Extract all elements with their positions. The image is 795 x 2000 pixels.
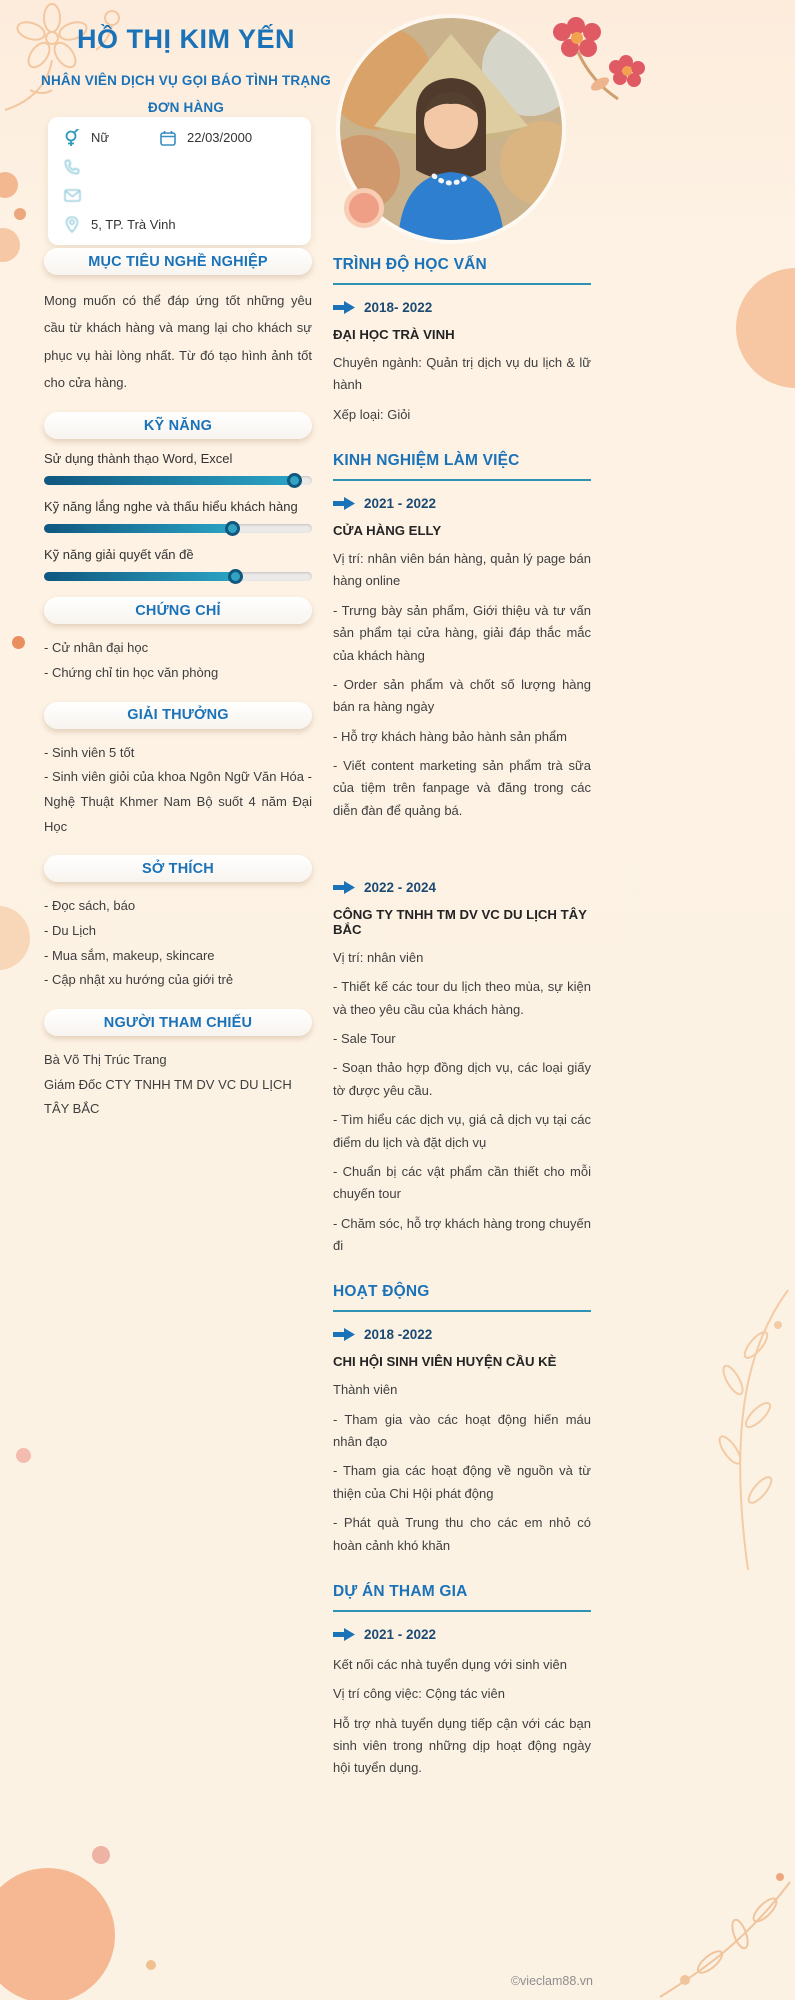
section-certificates-heading: CHỨNG CHỈ <box>44 597 312 624</box>
education-section <box>333 256 591 426</box>
activity-detail: - Phát quà Trung thu cho các em nhỏ có hoàn cảnh khó khăn <box>333 1515 591 1553</box>
objective-text: Mong muốn có thể đáp ứng tốt những yêu cầu từ khách hàng và mang lại cho khách sự phục vụ hài lòng nhất. Từ đó tạo hình ảnh tốt cho cửa hàng. <box>44 293 312 390</box>
section-projects-heading: DỰ ÁN THAM GIA <box>333 1583 591 1612</box>
skill-progress-fill <box>44 524 237 533</box>
job-detail: Vị trí: nhân viên <box>333 950 424 966</box>
gender-icon <box>62 128 82 148</box>
decoration-dot-bottom-left-2 <box>92 1846 110 1864</box>
email-icon <box>62 186 82 206</box>
activity-org: CHI HỘI SINH VIÊN HUYỆN CẦU KÈ <box>333 1354 557 1370</box>
project-period-row <box>333 1627 591 1642</box>
project-detail: Hỗ trợ nhà tuyển dụng tiếp cận với các bạn sinh viên trong những dịp hoạt động ngày hội tuyển dụng. <box>333 1715 591 1776</box>
activity-period: 2018 -2022 <box>364 1327 433 1343</box>
gender-field <box>62 128 158 148</box>
job-detail: - Chuẩn bị các vật phẩm cần thiết cho mỗi chuyến tour <box>333 1163 591 1202</box>
dob-value: 22/03/2000 <box>187 130 253 145</box>
education-period: 2018- 2022 <box>364 300 433 315</box>
job-company: CÔNG TY TNHH TM DV VC DU LỊCH TÂY BẮC <box>333 907 587 938</box>
section-skills-heading: KỸ NĂNG <box>44 412 312 439</box>
skill-item <box>44 499 312 533</box>
skill-progress-fill <box>44 476 299 485</box>
job-title <box>16 67 356 121</box>
job-detail: - Thiết kế các tour du lịch theo mùa, sự kiện và theo yêu cầu của khách hàng. <box>333 979 591 1017</box>
certificate-item: - Cử nhân đại học <box>44 640 149 656</box>
job-title-line2: ĐƠN HÀNG <box>147 100 225 115</box>
candidate-name: HỒ THỊ KIM YẾN <box>76 24 296 54</box>
decoration-dot-pink <box>16 1448 31 1463</box>
decoration-leaves-corner <box>650 1862 795 2000</box>
contact-row-address <box>62 210 297 239</box>
job-title-line1: NHÂN VIÊN DỊCH VỤ GỌI BÁO TÌNH TRẠNG <box>41 73 331 88</box>
decoration-dot-left-3 <box>0 228 20 262</box>
certificate-item: - Chứng chỉ tin học văn phòng <box>44 664 219 680</box>
hobby-item: - Du Lịch <box>44 923 97 938</box>
content <box>44 246 591 1806</box>
experience-job <box>333 496 591 822</box>
job-detail: - Sale Tour <box>333 1031 396 1047</box>
skill-progress-bar <box>44 476 312 485</box>
right-column <box>333 246 591 1806</box>
arrow-icon <box>333 497 355 510</box>
job-period-row <box>333 496 591 511</box>
arrow-icon <box>333 881 355 894</box>
activity-detail: - Tham gia các hoạt động về nguồn và từ thiện của Chi Hội phát động <box>333 1463 591 1501</box>
decoration-blob-right <box>736 268 795 388</box>
job-period: 2021 - 2022 <box>364 496 437 512</box>
education-period-row <box>333 300 591 315</box>
education-detail: Xếp loại: Giỏi <box>333 406 411 422</box>
left-column <box>44 246 312 1806</box>
contact-row-phone <box>62 152 297 181</box>
job-detail: - Trưng bày sản phẩm, Giới thiệu và tư vấn sản phẩm tại cửa hàng, giải đáp thắc mắc của khách hàng <box>333 602 591 663</box>
section-experience-heading: KINH NGHIỆM LÀM VIỆC <box>333 452 591 481</box>
job-detail: Vị trí: nhân viên bán hàng, quản lý page bán hàng online <box>333 551 591 589</box>
section-education-heading: TRÌNH ĐỘ HỌC VẤN <box>333 256 591 285</box>
contact-row-email <box>62 181 297 210</box>
address-value: 5, TP. Trà Vinh <box>91 217 176 232</box>
decoration-dot-left-2 <box>14 208 26 220</box>
job-period: 2022 - 2024 <box>364 880 437 896</box>
arrow-icon <box>333 301 355 314</box>
activity-detail: Thành viên <box>333 1382 398 1398</box>
job-detail: - Chăm sóc, hỗ trợ khách hàng trong chuyến đi <box>333 1215 591 1253</box>
reference-title: Giám Đốc CTY TNHH TM DV VC DU LỊCH TÂY BẮC <box>44 1076 292 1117</box>
award-item: - Sinh viên giỏi của khoa Ngôn Ngữ Văn Hóa - Nghệ Thuật Khmer Nam Bộ suốt 4 năm Đại Học <box>44 769 312 834</box>
skill-progress-knob <box>287 473 302 488</box>
reference-name: Bà Võ Thị Trúc Trang <box>44 1052 167 1068</box>
decoration-flowers-photo <box>548 4 653 119</box>
decoration-dot-bottom-left-3 <box>146 1960 156 1970</box>
decoration-leaves-right <box>628 1285 795 1575</box>
calendar-icon <box>158 128 178 148</box>
activity-period-row <box>333 1327 591 1342</box>
section-activities-heading: HOẠT ĐỘNG <box>333 1283 591 1312</box>
award-item: - Sinh viên 5 tốt <box>44 744 135 760</box>
contact-card <box>48 117 311 245</box>
project-detail: Kết nối các nhà tuyển dụng với sinh viên <box>333 1656 568 1672</box>
decoration-dot-left-1 <box>0 172 18 198</box>
experience-job <box>333 880 591 1257</box>
decoration-dot-mid-left <box>12 636 25 649</box>
arrow-icon <box>333 1628 355 1641</box>
decoration-photo-dot <box>344 188 384 228</box>
dob-field <box>158 128 252 148</box>
job-detail: - Tìm hiểu các dịch vụ, giá cả dịch vụ tại các điểm du lịch và đặt dịch vụ <box>333 1112 591 1150</box>
decoration-blob-bottom-left <box>0 1868 115 2000</box>
project-period: 2021 - 2022 <box>364 1626 437 1642</box>
job-detail: - Viết content marketing sản phẩm trà sữa của tiệm trên fanpage và đăng trong các diễn đàn để quảng bá. <box>333 757 591 818</box>
skill-progress-bar <box>44 524 312 533</box>
education-detail: Chuyên ngành: Quản trị dịch vụ du lịch & lữ hành <box>333 355 591 393</box>
skill-progress-fill <box>44 572 240 581</box>
skill-label: Kỹ năng lắng nghe và thấu hiểu khách hàng <box>44 499 298 515</box>
location-icon <box>62 215 82 235</box>
section-objective-heading: MỤC TIÊU NGHỀ NGHIỆP <box>44 248 312 275</box>
job-detail: - Hỗ trợ khách hàng bảo hành sản phẩm <box>333 728 568 744</box>
skill-progress-knob <box>225 521 240 536</box>
hobby-item: - Mua sắm, makeup, skincare <box>44 947 215 963</box>
hobby-item: - Đọc sách, báo <box>44 898 136 914</box>
job-detail: - Order sản phẩm và chốt số lượng hàng bán ra hàng ngày <box>333 676 591 715</box>
watermark: ©vieclam88.vn <box>510 1974 593 1988</box>
section-awards-heading: GIẢI THƯỞNG <box>44 702 312 729</box>
arrow-icon <box>333 1328 355 1341</box>
experience-section <box>333 452 591 1257</box>
contact-row-gender-dob <box>62 123 297 152</box>
projects-section <box>333 1583 591 1780</box>
header <box>16 24 356 121</box>
education-school: ĐẠI HỌC TRÀ VINH <box>333 327 455 342</box>
section-references-heading: NGƯỜI THAM CHIẾU <box>44 1009 312 1036</box>
hobby-item: - Cập nhật xu hướng của giới trẻ <box>44 972 234 988</box>
skill-item <box>44 451 312 485</box>
section-hobbies-heading: SỞ THÍCH <box>44 855 312 882</box>
phone-icon <box>62 157 82 177</box>
job-company: CỬA HÀNG ELLY <box>333 523 442 539</box>
skill-item <box>44 547 312 581</box>
skill-label: Kỹ năng giải quyết vấn đề <box>44 547 194 563</box>
gender-value: Nữ <box>91 130 110 145</box>
job-detail: - Soạn thảo hợp đồng dịch vụ, các loại giấy tờ được yêu cầu. <box>333 1060 591 1098</box>
activity-detail: - Tham gia vào các hoạt động hiến máu nhân đạo <box>333 1411 591 1450</box>
decoration-blob-left-half <box>0 906 30 970</box>
job-period-row <box>333 880 591 895</box>
skill-label: Sử dụng thành thạo Word, Excel <box>44 451 233 467</box>
project-detail: Vị trí công việc: Cộng tác viên <box>333 1686 505 1702</box>
skill-progress-bar <box>44 572 312 581</box>
skill-progress-knob <box>228 569 243 584</box>
activities-section <box>333 1283 591 1557</box>
